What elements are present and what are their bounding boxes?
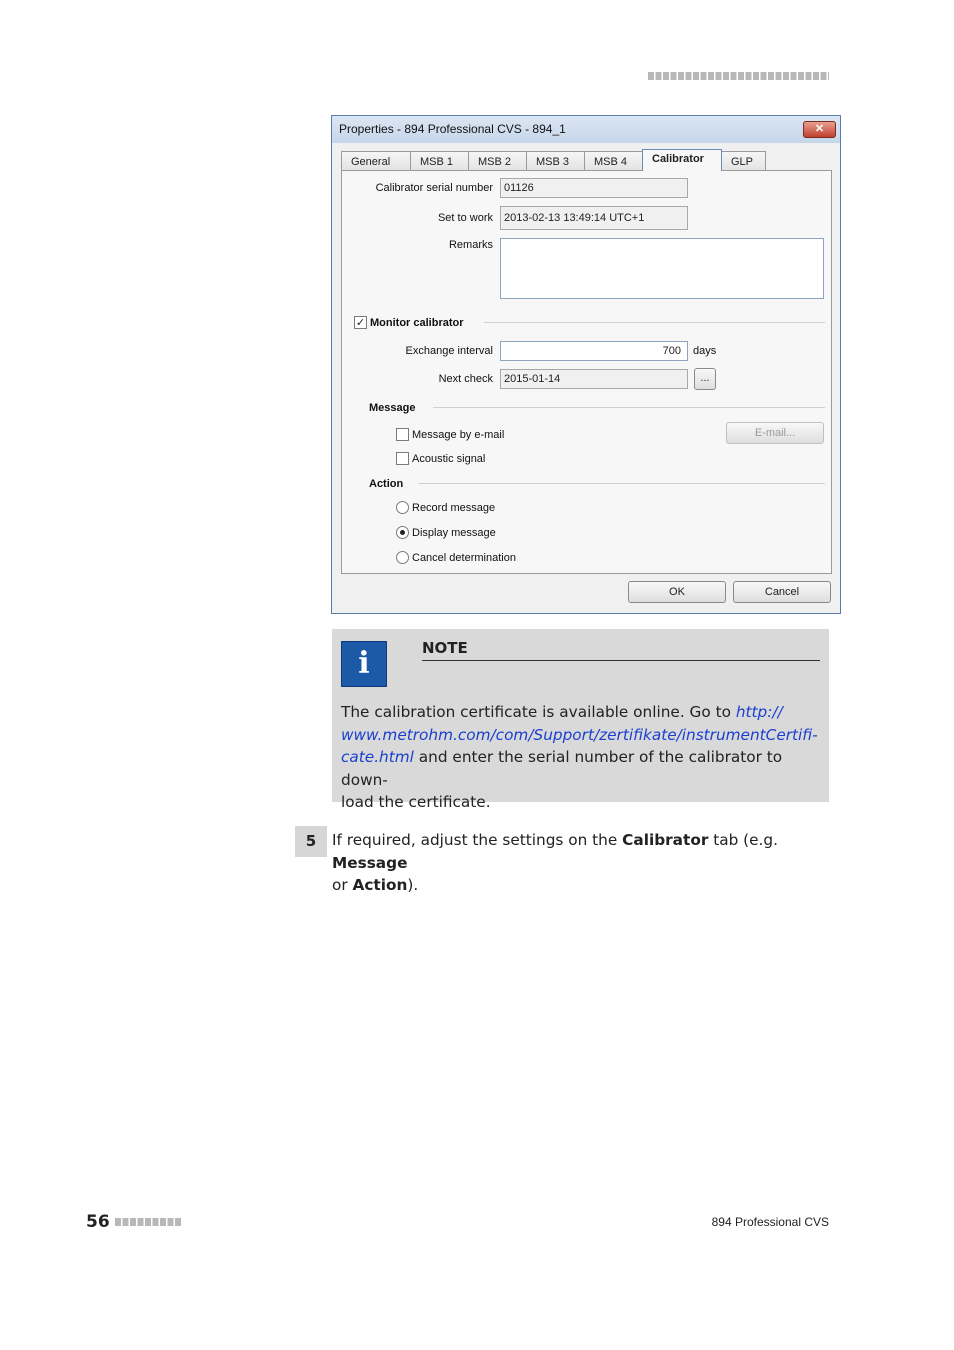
footer-decoration	[115, 1218, 182, 1226]
monitor-checkbox[interactable]: ✓	[355, 316, 366, 329]
set-to-work-label: Set to work	[437, 212, 493, 224]
note-text: The calibration certificate is available online. Go to http:// www.metrohm.com/com/Support/zertifikate/instrumentCertifi- cate.html and enter the serial number of the calibrator to down- load the certificate.	[341, 703, 818, 811]
tab-general[interactable]: General	[341, 151, 411, 171]
message-group-label: Message	[369, 402, 416, 414]
properties-dialog	[331, 115, 841, 614]
note-title: NOTE	[422, 639, 820, 661]
header-decoration	[648, 72, 829, 80]
acoustic-label: Acoustic signal	[412, 453, 486, 465]
dialog-titlebar	[332, 116, 840, 143]
action-group-label: Action	[369, 478, 404, 490]
record-message-label: Record message	[412, 502, 496, 514]
email-button[interactable]: E-mail...	[726, 422, 824, 444]
tab-msb1[interactable]: MSB 1	[410, 151, 469, 171]
message-separator	[433, 407, 825, 408]
message-email-label: Message by e-mail	[412, 429, 505, 441]
next-check-field[interactable]: 2015-01-14	[500, 369, 688, 389]
action-separator	[418, 483, 825, 484]
cancel-determination-radio[interactable]	[396, 551, 409, 564]
cancel-button[interactable]: Cancel	[733, 581, 831, 603]
monitor-label: Monitor calibrator	[370, 317, 464, 329]
exchange-unit: days	[693, 345, 717, 357]
info-icon: i	[341, 641, 387, 687]
close-icon: ✕	[814, 123, 825, 135]
step-text: If required, adjust the settings on the Calibrator tab (e.g. Message or Action).	[332, 831, 778, 894]
remarks-field[interactable]	[500, 238, 824, 299]
product-name: 894 Professional CVS	[711, 1215, 829, 1229]
remarks-label: Remarks	[448, 239, 493, 251]
tab-calibrator[interactable]: Calibrator	[642, 149, 722, 171]
calibrator-panel	[341, 170, 832, 574]
set-to-work-field[interactable]: 2013-02-13 13:49:14 UTC+1	[500, 206, 688, 230]
page-number: 56	[86, 1212, 110, 1232]
record-message-radio[interactable]	[396, 501, 409, 514]
note-box	[332, 629, 829, 811]
ellipsis-button[interactable]: ...	[694, 368, 716, 390]
acoustic-checkbox[interactable]	[396, 452, 409, 465]
tab-bar	[341, 150, 765, 171]
monitor-separator	[484, 322, 825, 323]
tab-glp[interactable]: GLP	[721, 151, 766, 171]
serial-field[interactable]: 01126	[500, 178, 688, 198]
ok-button[interactable]: OK	[628, 581, 726, 603]
display-message-radio[interactable]	[396, 526, 409, 539]
cancel-determination-label: Cancel determination	[412, 552, 516, 564]
tab-msb2[interactable]: MSB 2	[468, 151, 527, 171]
certificate-link[interactable]: http:// www.metrohm.com/com/Support/zertifikate/instrumentCertifi- cate.html	[341, 703, 818, 766]
message-email-checkbox[interactable]	[396, 428, 409, 441]
close-button[interactable]	[803, 121, 836, 138]
next-check-label: Next check	[438, 373, 493, 385]
display-message-label: Display message	[412, 527, 496, 539]
step-number: 5	[295, 826, 327, 857]
exchange-field[interactable]: 700	[500, 341, 688, 361]
tab-msb3[interactable]: MSB 3	[526, 151, 585, 171]
exchange-label: Exchange interval	[405, 345, 493, 357]
serial-label: Calibrator serial number	[375, 182, 493, 194]
dialog-title: Properties - 894 Professional CVS - 894_1	[339, 122, 566, 136]
tab-msb4[interactable]: MSB 4	[584, 151, 643, 171]
